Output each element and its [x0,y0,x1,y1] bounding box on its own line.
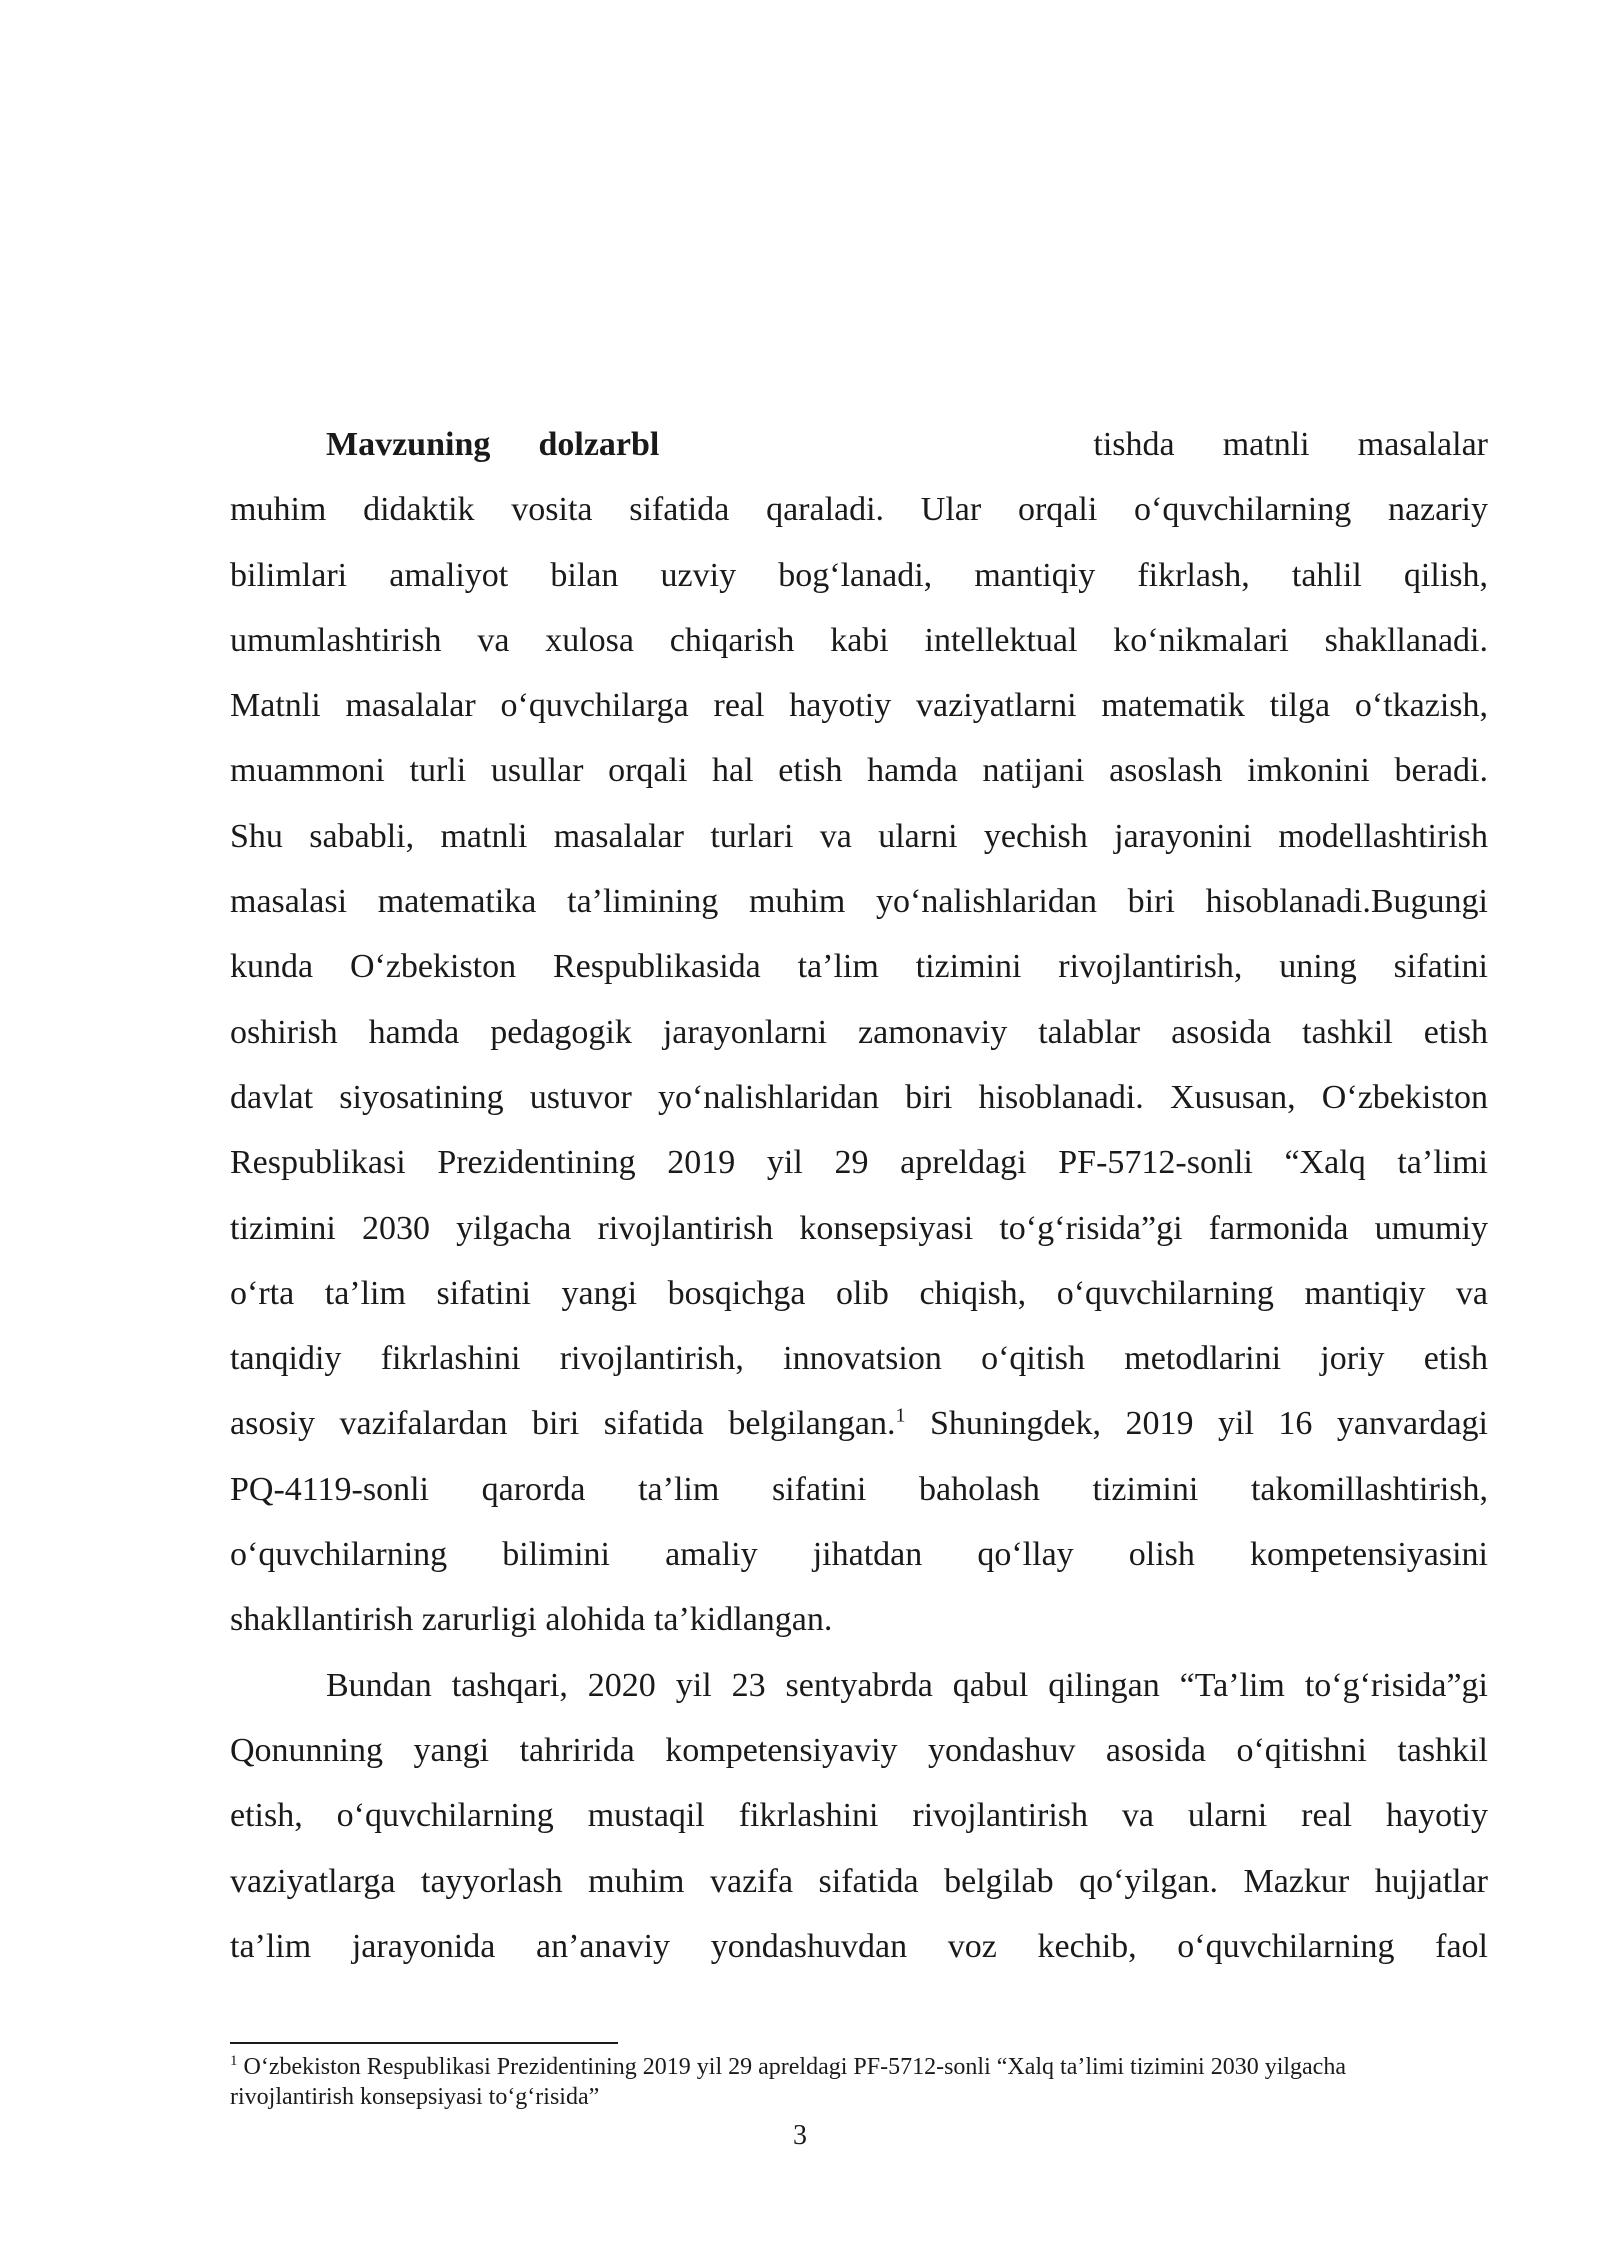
footnote-line [230,2052,1488,2082]
paragraph-line: Shu sababli, matnli masalalar turlari va ularni yechish jarayonini modellashtirish [230,817,1488,855]
paragraph-line: kunda O‘zbekiston Respublikasida ta’lim tizimini rivojlantirish, uning sifatini [230,948,1488,986]
footnote-ref-line [230,1391,1488,1456]
footnote-ref-line-end: Shuningdek, 2019 yil 16 yanvardagi [905,1405,1488,1443]
heading-line [230,412,1488,477]
heading-rest: tishda matnli masalalar [1093,426,1488,463]
paragraph-line: tizimini 2030 yilgacha rivojlantirish konsepsiyasi to‘g‘risida”gi farmonida umumiy [230,1209,1488,1247]
paragraph-line: o‘rta ta’lim sifatini yangi bosqichga olib chiqish, o‘quvchilarning mantiqiy va [230,1274,1488,1312]
footnote-ref-line-start: asosiy vazifalardan biri sifatida belgilangan. [230,1405,896,1443]
section-heading: Mavzuning dolzarbl [326,426,660,463]
paragraph-line: vaziyatlarga tayyorlash muhim vazifa sifatida belgilab qo‘yilgan. Mazkur hujjatlar [230,1862,1488,1900]
paragraph-line: Qonunning yangi tahririda kompetensiyaviy yondashuv asosida o‘qitishni tashkil [230,1731,1488,1769]
page-number: 3 [793,2120,807,2151]
paragraph-line: tanqidiy fikrlashini rivojlantirish, innovatsion o‘qitish metodlarini joriy etish [230,1340,1488,1378]
paragraph-line: o‘quvchilarning bilimini amaliy jihatdan qo‘llay olish kompetensiyasini [230,1536,1488,1574]
paragraph-line: masalasi matematika ta’limining muhim yo‘nalishlaridan biri hisoblanadi.Bugungi [230,883,1488,921]
paragraph-line: bilimlari amaliyot bilan uzviy bog‘lanadi, mantiqiy fikrlash, tahlil qilish, [230,556,1488,594]
paragraph-line: muhim didaktik vosita sifatida qaraladi. Ular orqali o‘quvchilarning nazariy [230,491,1488,529]
main-text [230,412,1488,1979]
footnote-line: rivojlantirish konsepsiyasi to‘g‘risida” [230,2084,600,2110]
paragraph-line: Respublikasi Prezidentining 2019 yil 29 apreldagi PF-5712-sonli “Xalq ta’limi [230,1144,1488,1182]
footnote-text: O‘zbekiston Respublikasi Prezidentining 2019 yil 29 apreldagi PF-5712-sonli “Xalq ta’limi tizimini 2030 yilgacha [237,2054,1346,2080]
paragraph-line: PQ-4119-sonli qarorda ta’lim sifatini baholash tizimini takomillashtirish, [230,1470,1488,1508]
paragraph-line: umumlashtirish va xulosa chiqarish kabi intellektual ko‘nikmalari shakllanadi. [230,621,1488,659]
footnote-reference[interactable]: 1 [895,1405,906,1428]
footnote-marker: 1 [230,2053,238,2069]
paragraph-line: shakllantirish zarurligi alohida ta’kidlangan. [230,1601,833,1639]
paragraph-line: Bundan tashqari, 2020 yil 23 sentyabrda qabul qilingan “Ta’lim to‘g‘risida”gi [326,1666,1488,1704]
footnote-separator [230,2042,618,2044]
footnote [230,2052,1488,2112]
paragraph-line: Matnli masalalar o‘quvchilarga real hayotiy vaziyatlarni matematik tilga o‘tkazish, [230,687,1488,725]
paragraph-line: etish, o‘quvchilarning mustaqil fikrlashini rivojlantirish va ularni real hayotiy [230,1797,1488,1835]
paragraph-line: oshirish hamda pedagogik jarayonlarni zamonaviy talablar asosida tashkil etish [230,1013,1488,1051]
paragraph-line: ta’lim jarayonida an’anaviy yondashuvdan voz kechib, o‘quvchilarning faol [230,1927,1488,1965]
paragraph-line: muammoni turli usullar orqali hal etish hamda natijani asoslash imkonini beradi. [230,752,1488,790]
paragraph-line: davlat siyosatining ustuvor yo‘nalishlaridan biri hisoblanadi. Xususan, O‘zbekiston [230,1078,1488,1116]
